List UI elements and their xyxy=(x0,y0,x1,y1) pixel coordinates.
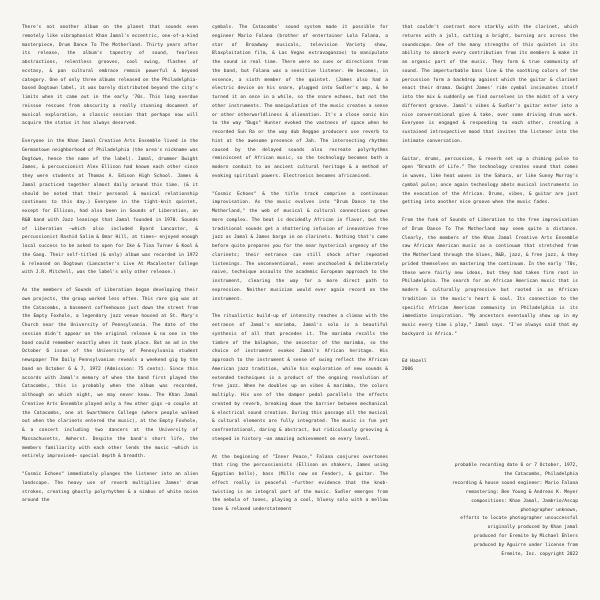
credit-line: Eremite, Inc. copyright 2022 xyxy=(501,552,578,558)
paragraph: There's not another album on the planet that sounds even remotely like vibraphonist Khan Jamal's eccentric, one-of-a-kind masterpiece, Drum Dance To The Motherland. Thirty years after its release, the album's tapestry of sound, fearless abstractions, relentless grooves, cool swing, flashes of ecstasy, & pan cultural embrace remain powerful & beyond category. One of only three albums released on the Philadelphia-based Dogtown label, it was barely distributed beyond the city's limits when it came out in the early '70s. This long overdue reissue rescues from obscurity a really stunning document of musical exploration, a classic session that perhaps now will acquire the status it has always deserved. xyxy=(22,25,198,127)
album-credits xyxy=(402,462,578,582)
text-column-2 xyxy=(212,24,388,582)
credit-line: produced by Aguirre under license from xyxy=(473,543,578,549)
credit-line: the Catacombs, Philadelphia xyxy=(504,471,578,477)
author-signature xyxy=(402,358,578,376)
paragraph: "Cosmic Echoes" immediately plunges the listener into an alien landscape. The heavy use of reverb multiplies James' drum strokes, creating ghostly polyrhythms & a nimbus of white noise around the xyxy=(22,472,198,504)
author-name: Ed Hazell xyxy=(402,358,427,364)
paragraph: that couldn't contrast more starkly with the clarinet, which returns with a jolt, cutting a bright, burning arc across the soundscape. One of the many strengths of this quintet is its ability to absorb every contribution from its members & make it an organic part of the music. They form & true community of sound. The imperturbable bass line & the soothing colors of the percussion form a backdrop against which the guitar & clarinet enact their drama. Dwight James' ride cymbal insinuates itself into the mix & suddenly we find ourselves in the midst of a very different groove. Jamal's vibes & Sudler's guitar enter into a nice conversational give & take, over some driving drum work. Everyone is engaged & responding to each other, creating a sustained introspective mood that invites the listener into the intimate conversation. xyxy=(402,25,578,144)
credit-line: originally produced by Khan jamal xyxy=(487,525,578,531)
text-column-3 xyxy=(402,24,578,582)
paragraph: Everyone in the Khan Jamal Creative Arts Ensemble lived in the Germantown neighborhood of Philadelphia (the area's nickname was Dogtown, hence the name of the label). Jamal, drummer Dwight James, & percussionist Alex Ellison had known each other since they were students at Thomas A. Edison High School. James & Jamal practiced together almost daily around this time. (& it should be noted that their personal & musical relationship continues to this day.) Everyone in the tight-knit quintet, except for Ellison, had also been in Sounds of Liberation, an R&B band with Jazz leanings that Jamal founded in 1970. Sounds of Liberation —which also included Byard Lancaster, & percussionist Rashid Salim & Omar Hill, at times— enjoyed enough local success to be asked to open for Ike & Tina Turner & Kool & the Gang. Their self-titled (& only) album was recorded in 1972 & released on Dogtown (Lancaster's Live At Macalester College with J.R. Mitchell, was the label's only other release.) xyxy=(22,139,198,276)
paragraph: As the members of Sounds of Liberation began developing their own projects, the group worked less often. This rare gig was at the Catacombs, a basement coffeehouse just down the street from the Empty Foxhole, a legendary jazz venue housed at St. Mary's Church near the University of Pennsylvania. The date of the session didn't appear on the original release & no one in the band could remember exactly when it took place. But an ad in the October 6 issue of the University of Pennsylvania student newspaper The Daily Pennsylvanian reveals a weekend gig by the band on October 6 & 7, 1972 (Admission: 75 cents). Since this accords with Jamal's memory of when the band first played the Catacombs, this is probably when the album was recorded, although on which night, we may never know. The Khan Jamal Creative Arts Ensemble played only a few other gigs —a couple at the Catacombs, one at Swarthmore College (where people walked out when the clarinets entered the music), at the Empty Foxhole, & a concert including two dancers at the University of Massachusetts, Amherst. Despite the band's short life, the members familiarity with each other lends the music —which is entirely improvised— special depth & breadth. xyxy=(22,288,198,460)
text-column-1 xyxy=(22,24,198,582)
author-year: 2006 xyxy=(402,367,413,373)
paragraph: At the beginning of "Inner Peace," Falana conjures overtones that ring the percussionists (Ellison on shakers, James using Egyptian bells), bass (Mills now on Fender), & guitar. The effect really is peaceful —further evidence that the knob-twisting is an integral part of the music. Sudler emerges from the nebula of tones, playing a cool, bluesy solo with a mellow tone & relaxed understatement xyxy=(212,454,388,512)
paragraph: From the funk of Sounds of Liberation to the free improvisation of Drum Dance To The Motherland may seem quite a distance. Clearly, the members of the Khan Jamal Creative Arts Ensemble saw African American music as a continuum that stretched from the Motherland through the blues, R&B, jazz, & free jazz, & they prided themselves on mastering the continuum. In the early '70s, these were fairly new ideas, but they had taken firm root in Philadelphia. The search for an African American music that is modern & culturally progressive but rooted in an African tradition is the music's heart & soul. Its connection to the specific African American community in Philadelphia is its immediate inspiration. "My ancestors eventually show up in my music every time i play," Jamal says. "I've always said that my backyard is Africa." xyxy=(402,218,578,337)
credit-line: recording & house sound engineer: Mario Falana xyxy=(452,480,578,486)
credit-line: efforts to locate photographer unsuccessful xyxy=(460,516,578,522)
paragraph: cymbals. The Catacombs' sound system made it possible for engineer Mario Falana (brother of entertainer Lola Falana, a star of Broadway musicals, television Variety show, Blaxploitation film, & Las Vegas extravaganzas) to manipulate the sound in real time. There were no cues or directions from the band, but Falana was a sensitive listener. He becomes, in essence, a sixth member of the quintet. (James also had a electric device on his snare, plugged into Sudler's amp, & he turned it on once in a while, so the snare echoes, but not the other instruments. The manipulation of the music creates a sense or other otherworldliness & alienation. It's a close sonic kin to the way "Bugs" Hunter evoked the vastness of space when he recorded Sun Ra or the way dub Reggae producers use reverb to hint at the awesome presence of Jah. The intersecting rhythms caused by the delayed sounds also recreate polyrhythms reminiscent of African music, so the technology becomes both a modern conduit to an ancient cultural heritage & a method of evoking spiritual powers. Electronics becomes africanised. xyxy=(212,25,388,179)
credit-line: remastering: Ben Young & Andreas K. Meyer xyxy=(465,489,578,495)
credit-line: compositions: Khan Jamal, Jambrio/Ascap xyxy=(471,498,578,504)
credit-line: photographer unknown, xyxy=(520,507,578,513)
paragraph: The ritualistic build-up of intensity reaches a climax with the entrance of Jamal's marimba, Jamal's solo is a beautiful synthesis of all that precedes it. The marimba recalls the timbre of the balaphon, the ancestor of the marimba, so the choice of instrument evokes Jamal's African heritage. His approach to the instrument & sense of swing reflect the African American jazz tradition, while his exploration of new sounds & extended techniques is a product of the ongoing revolution of free jazz. When he doubles up on vibes & marimba, the colors multiply. His use of the damper pedal parallels the effects created by reverb, breaking down the barrier between mechanical & electrical sound creation. During this passage all the musical & cultural elements are fully integrated. The music is fun yet confrontational, daring & abstract, but ridiculously grooving & steeped in history —an amazing achievement on every level. xyxy=(212,314,388,442)
paragraph: Guitar, drums, percussion, & reverb set up a chiming pulse to open "Breath of Life." The technology creates sound that comes in waves, like heat waves in the Sahara, or like Sunny Murray's cymbal pulse; once again technology abets musical instruments in the evocation of the African. Drums, vibes, & guitar are just getting into another nice groove when the music fades. xyxy=(402,156,578,206)
credit-line: probable recording date 6 or 7 October, 1972, xyxy=(454,463,578,469)
paragraph: "Cosmic Echoes" & the title track comprise a continuous improvisation. As the music evolves into "Drum Dance to the Motherland," the web of musical & cultural connections grows more complex. The beat is decidedly African in flavor, but the traditional sounds get a shattering infusion of innovative free jazz as Jamal & James barge in on clarinets. Nothing that's come before quite prepares you for the near hysterical urgency of the clarinets; their entrance can still shock after repeated listenings. The unconventional, even unschooled & deliberately naive, technique assaults the academic European approach to the instrument, clearing the way for a more direct path to expression. Neither musician would ever again record on the instrument. xyxy=(212,191,388,302)
credit-line: produced for Eremite by Michael Ehlers xyxy=(473,534,578,540)
